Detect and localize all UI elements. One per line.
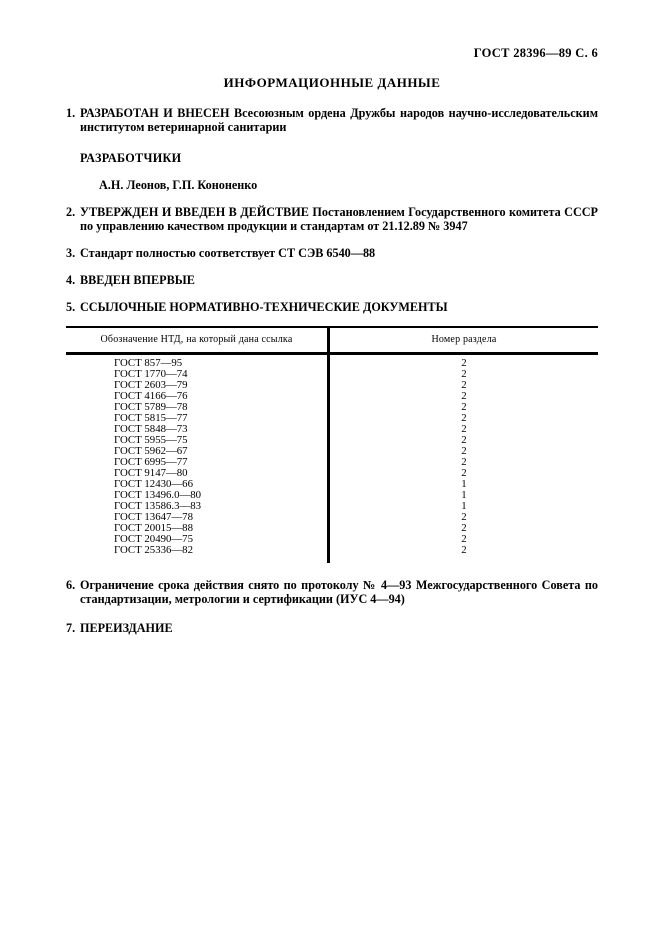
- section-number-cell: 1: [461, 489, 467, 501]
- list-item-2: [66, 205, 598, 233]
- item-text: ВВЕДЕН ВПЕРВЫЕ: [80, 273, 195, 287]
- section-number-cell: 2: [461, 467, 467, 479]
- ntd-designation-cell: ГОСТ 2603—79: [66, 380, 330, 391]
- list-item-5: [66, 300, 598, 314]
- ntd-designation-cell: ГОСТ 13586.3—83: [66, 501, 330, 512]
- item-text: РАЗРАБОТАН И ВНЕСЕН Всесоюзным ордена Дружбы народов научно-исследовательским институтом ветеринарной санитарии: [80, 106, 598, 134]
- section-number-cell: 2: [461, 423, 467, 435]
- ntd-designation-cell: ГОСТ 6995—77: [66, 457, 330, 468]
- ntd-designation-cell: ГОСТ 25336—82: [66, 545, 330, 556]
- ntd-designation-cell: ГОСТ 5848—73: [66, 424, 330, 435]
- list-item-4: [66, 273, 598, 287]
- ntd-designation-cell: ГОСТ 5962—67: [66, 446, 330, 457]
- ntd-designation-cell: ГОСТ 5955—75: [66, 435, 330, 446]
- ntd-designation-cell: ГОСТ 13647—78: [66, 512, 330, 523]
- section-number-cell: 2: [461, 533, 467, 545]
- page-title: ИНФОРМАЦИОННЫЕ ДАННЫЕ: [223, 75, 441, 90]
- developers-heading: РАЗРАБОТЧИКИ: [80, 151, 182, 165]
- ntd-designation-cell: ГОСТ 5789—78: [66, 402, 330, 413]
- item-number: 5.: [66, 300, 76, 314]
- item-number: 1.: [66, 106, 76, 120]
- ntd-designation-cell: ГОСТ 20490—75: [66, 534, 330, 545]
- item-text: ПЕРЕИЗДАНИЕ: [80, 621, 173, 635]
- item-number: 3.: [66, 246, 76, 260]
- ntd-reference-table: [66, 326, 598, 563]
- section-number-cell: 2: [461, 445, 467, 457]
- section-number-cell: 2: [461, 401, 467, 413]
- section-number-cell: 1: [461, 500, 467, 512]
- table-header-row: [66, 328, 598, 355]
- item-text: ССЫЛОЧНЫЕ НОРМАТИВНО-ТЕХНИЧЕСКИЕ ДОКУМЕНТЫ: [80, 300, 448, 314]
- developers-names: А.Н. Леонов, Г.П. Кононенко: [99, 178, 258, 192]
- table-row: [66, 355, 598, 369]
- ntd-designation-cell: ГОСТ 9147—80: [66, 468, 330, 479]
- item-number: 2.: [66, 205, 76, 219]
- table-header-section: Номер раздела: [431, 334, 497, 345]
- list-item-6: [66, 578, 598, 606]
- section-number-cell: 2: [461, 511, 467, 523]
- section-number-cell: 2: [461, 434, 467, 446]
- list-item-1: [66, 106, 598, 134]
- section-number-cell: 2: [461, 357, 467, 369]
- ntd-designation-cell: ГОСТ 4166—76: [66, 391, 330, 402]
- section-number-cell: 1: [461, 478, 467, 490]
- ntd-designation-cell: ГОСТ 12430—66: [66, 479, 330, 490]
- item-number: 6.: [66, 578, 76, 592]
- section-number-cell: 2: [461, 522, 467, 534]
- section-number-cell: 2: [461, 368, 467, 380]
- item-number: 4.: [66, 273, 76, 287]
- table-header-ntd: Обозначение НТД, на который дана ссылка: [66, 328, 330, 352]
- page-header: ГОСТ 28396—89 С. 6: [473, 46, 598, 60]
- section-number-cell: 2: [461, 544, 467, 556]
- ntd-designation-cell: ГОСТ 5815—77: [66, 413, 330, 424]
- item-number: 7.: [66, 621, 76, 635]
- section-number-cell: 2: [461, 390, 467, 402]
- item-text: УТВЕРЖДЕН И ВВЕДЕН В ДЕЙСТВИЕ Постановлением Государственного комитета СССР по управлению качеством продукции и стандартам от 21.12.89 № 3947: [80, 205, 598, 233]
- table-row: [66, 545, 598, 556]
- section-number-cell: 2: [461, 412, 467, 424]
- ntd-table-body: [66, 355, 598, 556]
- table-divider-tail: [66, 556, 598, 563]
- section-number-cell: 2: [461, 379, 467, 391]
- item-text: Ограничение срока действия снято по протоколу № 4—93 Межгосударственного Совета по стандартизации, метрологии и сертификации (ИУС 4—94): [80, 578, 598, 606]
- list-item-7: [66, 621, 598, 635]
- ntd-designation-cell: ГОСТ 13496.0—80: [66, 490, 330, 501]
- section-number-cell: 2: [461, 456, 467, 468]
- ntd-designation-cell: ГОСТ 857—95: [66, 355, 330, 369]
- item-text: Стандарт полностью соответствует СТ СЭВ 6540—88: [80, 246, 376, 260]
- list-item-3: [66, 246, 598, 260]
- ntd-designation-cell: ГОСТ 1770—74: [66, 369, 330, 380]
- ntd-designation-cell: ГОСТ 20015—88: [66, 523, 330, 534]
